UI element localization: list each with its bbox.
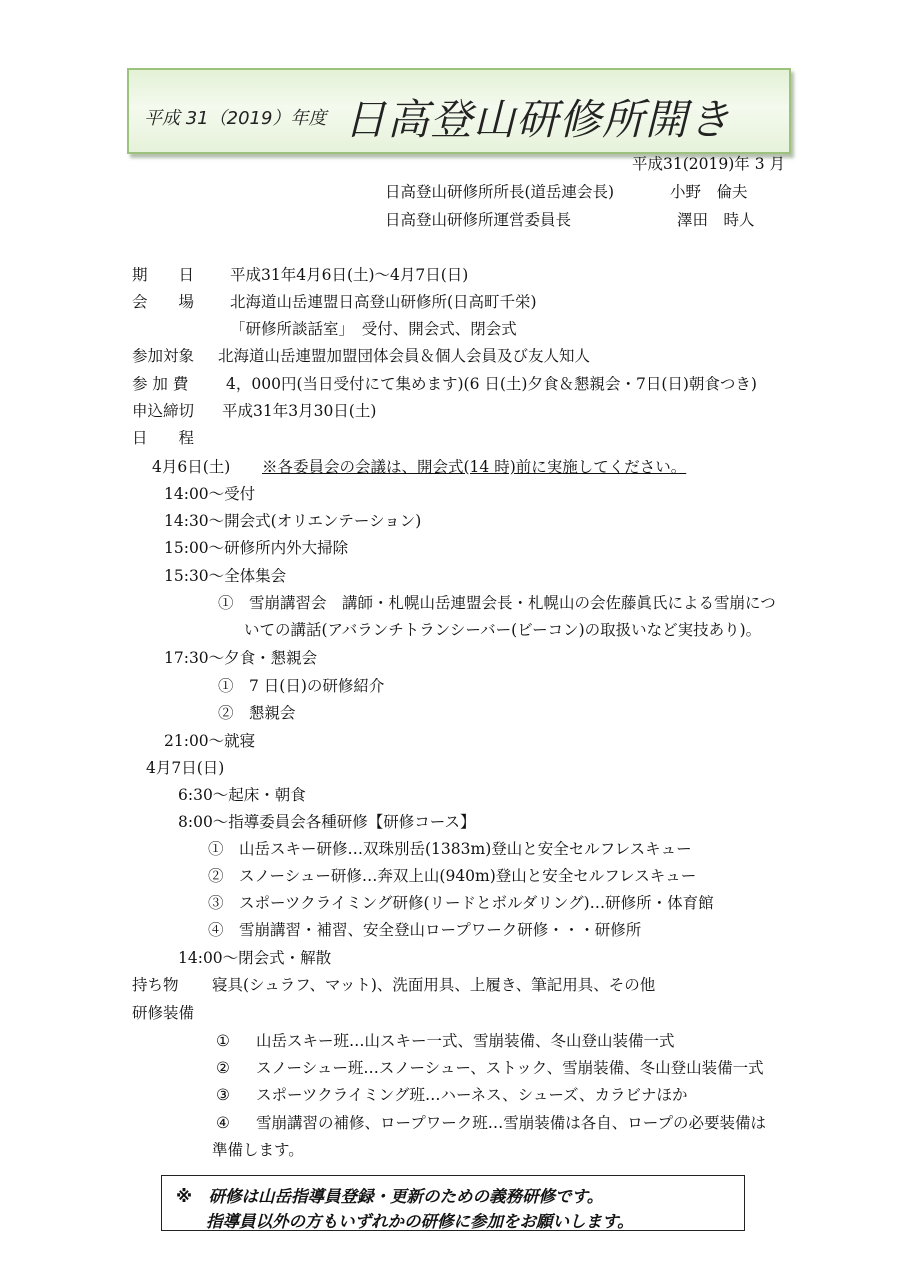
- equipment-item: 雪崩講習の補修、ロープワーク班…雪崩装備は各自、ロープの必要装備は: [256, 1114, 766, 1132]
- lecture-line-2: いての講話(アバランチトランシーバー(ビーコン)の取扱いなど実技あり)。: [244, 621, 762, 639]
- venue-value: 北海道山岳連盟日高登山研修所(日高町千栄): [230, 293, 537, 311]
- deadline-label: 申込締切: [132, 402, 195, 420]
- course-item: ③ スポーツクライミング研修(リードとボルダリング)…研修所・体育館: [208, 894, 714, 912]
- belongings-label: 持ち物: [132, 976, 179, 994]
- signature-name-2: 澤田 時人: [677, 211, 755, 229]
- equipment-num: ③: [216, 1086, 230, 1104]
- title-banner: [127, 68, 791, 154]
- equipment-label: 研修装備: [132, 1004, 195, 1022]
- lecture-line-1: ① 雪崩講習会 講師・札幌山岳連盟会長・札幌山の会佐藤眞氏による雪崩につ: [218, 594, 776, 612]
- title-year: 平成 31（2019）年度: [144, 108, 327, 129]
- course-item: ① 山岳スキー研修…双珠別岳(1383m)登山と安全セルフレスキュー: [208, 840, 692, 858]
- fee-label: 参 加 費: [132, 375, 189, 393]
- equipment-item: スノーシュー班…スノーシュー、ストック、雪崩装備、冬山登山装備一式: [256, 1059, 764, 1077]
- day2-date: 4月7日(日): [146, 759, 225, 777]
- schedule-label: 日 程: [132, 429, 195, 447]
- signature-role-2: 日高登山研修所運営委員長: [385, 211, 572, 229]
- dinner-item: 17:30～夕食・懇親会: [164, 649, 318, 667]
- equipment-cont: 準備します。: [212, 1141, 304, 1159]
- page-title: 日高登山研修所開き: [344, 95, 732, 144]
- course-item: ④ 雪崩講習・補習、安全登山ロープワーク研修・・・研修所: [208, 921, 642, 939]
- equipment-num: ②: [216, 1059, 230, 1077]
- belongings-value: 寝具(シュラフ、マット)、洗面用具、上履き、筆記用具、その他: [212, 976, 656, 994]
- day1-item: 15:00～研修所内外大掃除: [164, 539, 349, 557]
- period-label: 期 日: [132, 266, 195, 284]
- course-item: ② スノーシュー研修…奔双上山(940m)登山と安全セルフレスキュー: [208, 867, 697, 885]
- equipment-item: 山岳スキー班…山スキー一式、雪崩装備、冬山登山装備一式: [256, 1032, 675, 1050]
- target-label: 参加対象: [132, 347, 195, 365]
- closing-item: 14:00～閉会式・解散: [178, 949, 332, 967]
- period-value: 平成31年4月6日(土)～4月7日(日): [230, 266, 469, 284]
- equipment-item: スポーツクライミング班…ハーネス、シューズ、カラビナほか: [256, 1086, 688, 1104]
- dinner-sub-2: ② 懇親会: [218, 704, 296, 722]
- day1-item: 14:00～受付: [164, 485, 256, 503]
- signature-name-1: 小野 倫夫: [670, 183, 748, 201]
- venue-sub: 「研修所談話室」 受付、開会式、閉会式: [230, 320, 517, 338]
- equipment-num: ①: [216, 1032, 230, 1050]
- target-value: 北海道山岳連盟加盟団体会員＆個人会員及び友人知人: [218, 347, 591, 365]
- day1-date: 4月6日(土): [152, 458, 231, 476]
- issue-date: 平成31(2019)年 3 月: [632, 155, 785, 173]
- equipment-num: ④: [216, 1114, 230, 1132]
- training-item: 8:00～指導委員会各種研修【研修コース】: [178, 813, 476, 831]
- day1-item: 15:30～全体集会: [164, 567, 287, 585]
- sleep-item: 21:00～就寝: [164, 732, 256, 750]
- wake-item: 6:30～起床・朝食: [178, 786, 306, 804]
- day1-item: 14:30～開会式(オリエンテーション): [164, 512, 422, 530]
- signature-role-1: 日高登山研修所所長(道岳連会長): [385, 183, 615, 201]
- notice-line-2: 指導員以外の方もいずれかの研修に参加をお願いします。: [206, 1212, 634, 1231]
- notice-box: [161, 1175, 745, 1231]
- day1-note: ※各委員会の会議は、開会式(14 時)前に実施してください。: [262, 458, 687, 476]
- dinner-sub-1: ① 7 日(日)の研修紹介: [218, 677, 385, 695]
- deadline-value: 平成31年3月30日(土): [222, 402, 377, 420]
- notice-line-1: ※ 研修は山岳指導員登録・更新のための義務研修です。: [176, 1187, 604, 1206]
- venue-label: 会 場: [132, 293, 195, 311]
- fee-value: 4，000円(当日受付にて集めます)(6 日(土)夕食＆懇親会・7日(日)朝食つき): [226, 375, 757, 393]
